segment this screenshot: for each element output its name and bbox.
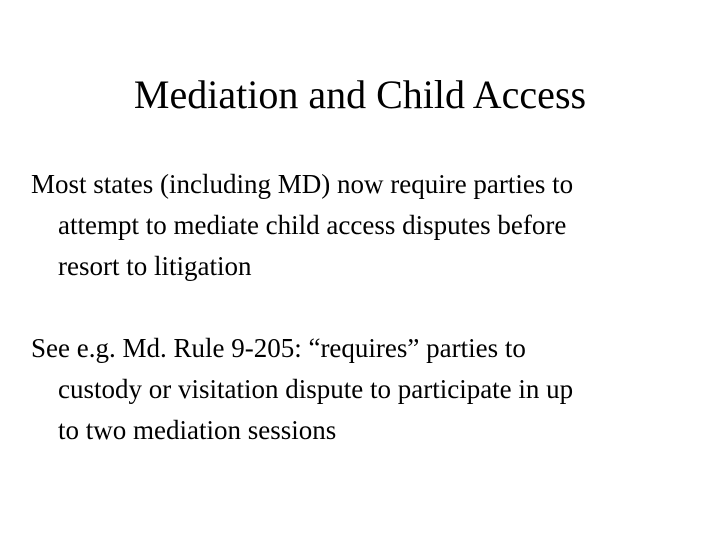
paragraph-1-line-3: resort to litigation xyxy=(58,251,252,281)
paragraph-1-line-1: Most states (including MD) now require parties to xyxy=(31,169,574,199)
paragraph-2-line-3: to two mediation sessions xyxy=(58,415,337,445)
slide-title: Mediation and Child Access xyxy=(133,72,587,117)
slide-body xyxy=(31,164,691,451)
bullet-paragraph-2 xyxy=(31,328,691,451)
paragraph-2-line-2: custody or visitation dispute to participate in up xyxy=(58,374,574,404)
paragraph-2-line-1: See e.g. Md. Rule 9-205: “requires” parties to xyxy=(31,333,526,363)
bullet-paragraph-1 xyxy=(31,164,691,287)
paragraph-1-line-2: attempt to mediate child access disputes before xyxy=(58,210,567,240)
